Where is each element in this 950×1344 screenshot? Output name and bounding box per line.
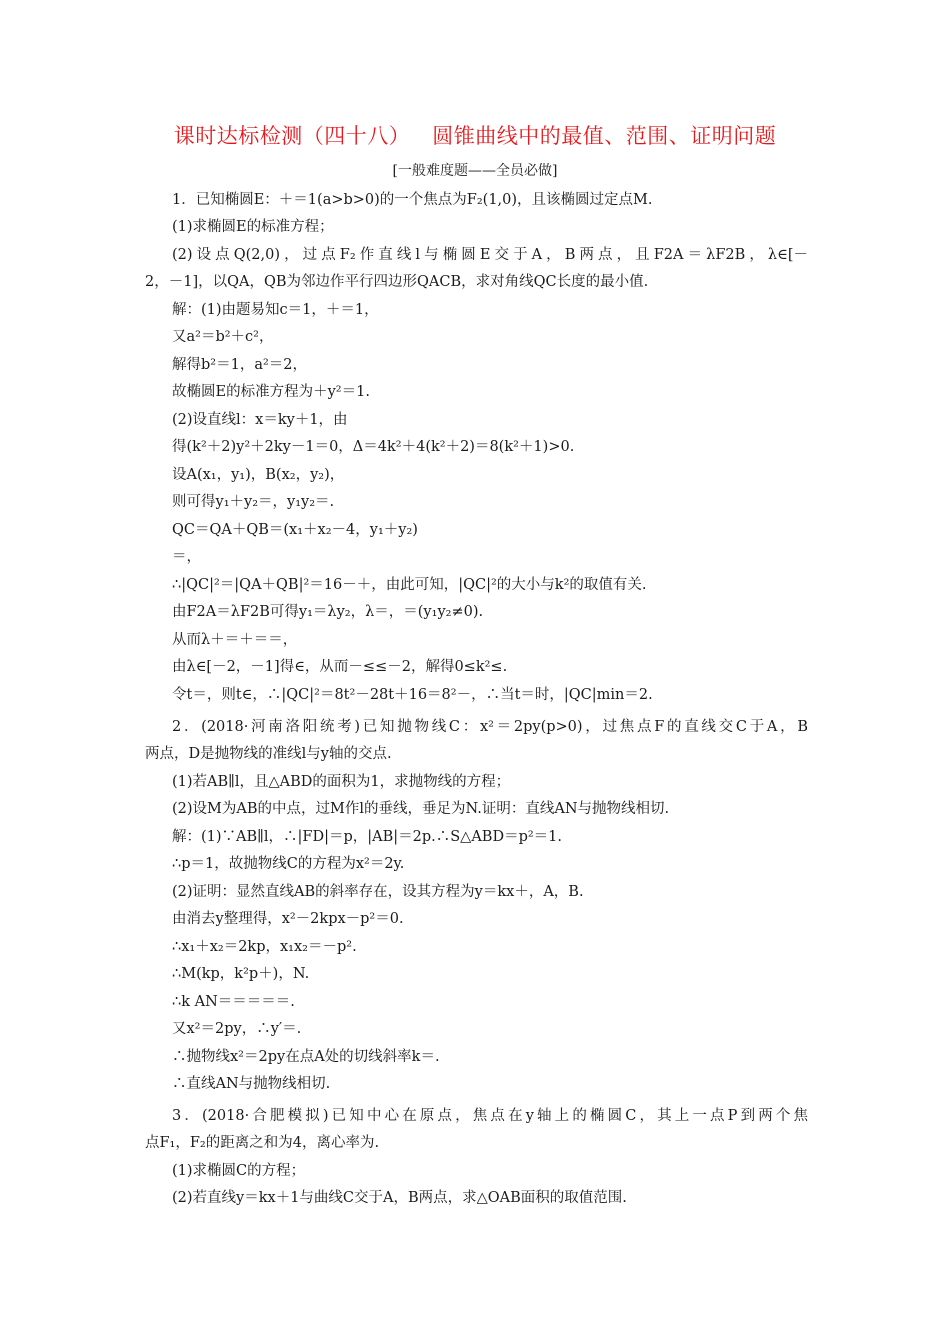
text-line: 解得b²＝1，a²＝2， (172, 357, 308, 373)
text-line: ∴M(kp，k²p＋)，N. (172, 966, 310, 982)
text-line: 2，－1]，以QA，QB为邻边作平行四边形QACB，求对角线QC长度的最小值. (145, 274, 649, 290)
text-line: (2)证明：显然直线AB的斜率存在，设其方程为y＝kx＋，A，B. (172, 884, 584, 900)
text-line: 从而λ＋＝＋＝＝， (172, 632, 298, 648)
text-line: ∴k AN＝＝＝＝＝. (172, 994, 295, 1010)
text-line: ＝， (172, 549, 201, 565)
text-line: 解：(1)由题易知c＝1，＋＝1， (172, 302, 379, 318)
text-line: 解：(1)∵AB∥l，∴|FD|＝p，|AB|＝2p.∴S△ABD＝p²＝1. (172, 829, 563, 845)
text-line: ∴抛物线x²＝2py在点A处的切线斜率k＝. (172, 1049, 440, 1065)
text-line: 又a²＝b²＋c²， (172, 329, 274, 345)
text-line: 由消去y整理得，x²－2kpx－p²＝0. (172, 911, 404, 927)
text-line: 设A(x₁，y₁)，B(x₂，y₂)， (172, 467, 345, 483)
title-left: 课时达标检测（四十八） (173, 124, 411, 148)
text-line: (2)若直线y＝kx＋1与曲线C交于A，B两点，求△OAB面积的取值范围. (172, 1190, 627, 1206)
text-line: 1．已知椭圆E：＋＝1(a>b>0)的一个焦点为F₂(1,0)，且该椭圆过定点M. (172, 192, 653, 208)
text-line: 3．(2018·合肥模拟)已知中心在原点，焦点在y轴上的椭圆C，其上一点P到两个焦 (172, 1108, 808, 1124)
text-line: 两点，D是抛物线的准线l与y轴的交点. (145, 746, 392, 762)
text-line: 2．(2018·河南洛阳统考)已知抛物线C：x²＝2py(p>0)，过焦点F的直线交C于A，B (172, 719, 808, 735)
title-right: 圆锥曲线中的最值、范围、证明问题 (432, 124, 777, 148)
text-line: 由λ∈[－2，－1]得∈，从而－≤≤－2，解得0≤k²≤. (172, 659, 508, 675)
text-line: ∴直线AN与抛物线相切. (172, 1076, 331, 1092)
text-line: ∴x₁＋x₂＝2kp，x₁x₂＝－p². (172, 939, 357, 955)
text-line: 点F₁，F₂的距离之和为4，离心率为. (145, 1135, 380, 1151)
text-line: ∴|QC|²＝|QA＋QB|²＝16－＋，由此可知，|QC|²的大小与k²的取值有关. (172, 577, 647, 593)
text-line: 则可得y₁＋y₂＝，y₁y₂＝. (172, 494, 335, 510)
text-line: ∴p＝1，故抛物线C的方程为x²＝2y. (172, 856, 405, 872)
text-line: (1)若AB∥l，且△ABD的面积为1，求抛物线的方程； (172, 774, 511, 790)
section-subtitle: [一般难度题——全员必做] (392, 163, 558, 179)
text-line: QC＝QA＋QB＝(x₁＋x₂－4，y₁＋y₂) (172, 522, 418, 538)
text-line: (1)求椭圆C的方程； (172, 1163, 306, 1179)
text-line: (2)设点Q(2,0)，过点F₂作直线l与椭圆E交于A，B两点，且F2A＝λF2B，λ∈[－ (172, 247, 808, 263)
text-line: 由F2A＝λF2B可得y₁＝λy₂，λ＝，＝(y₁y₂≠0). (172, 604, 484, 620)
page-title (0, 120, 950, 150)
text-line: 令t＝，则t∈，∴|QC|²＝8t²－28t＋16＝8²－，∴当t＝时，|QC|min＝2. (172, 687, 653, 703)
text-line: 故椭圆E的标准方程为＋y²＝1. (172, 384, 370, 400)
text-line: (2)设直线l：x＝ky＋1，由 (172, 412, 348, 428)
text-line: (1)求椭圆E的标准方程； (172, 219, 334, 235)
text-line: (2)设M为AB的中点，过M作l的垂线，垂足为N.证明：直线AN与抛物线相切. (172, 801, 670, 817)
text-line: 得(k²＋2)y²＋2ky－1＝0，Δ＝4k²＋4(k²＋2)＝8(k²＋1)>0. (172, 439, 575, 455)
text-line: 又x²＝2py，∴y′＝. (172, 1021, 302, 1037)
